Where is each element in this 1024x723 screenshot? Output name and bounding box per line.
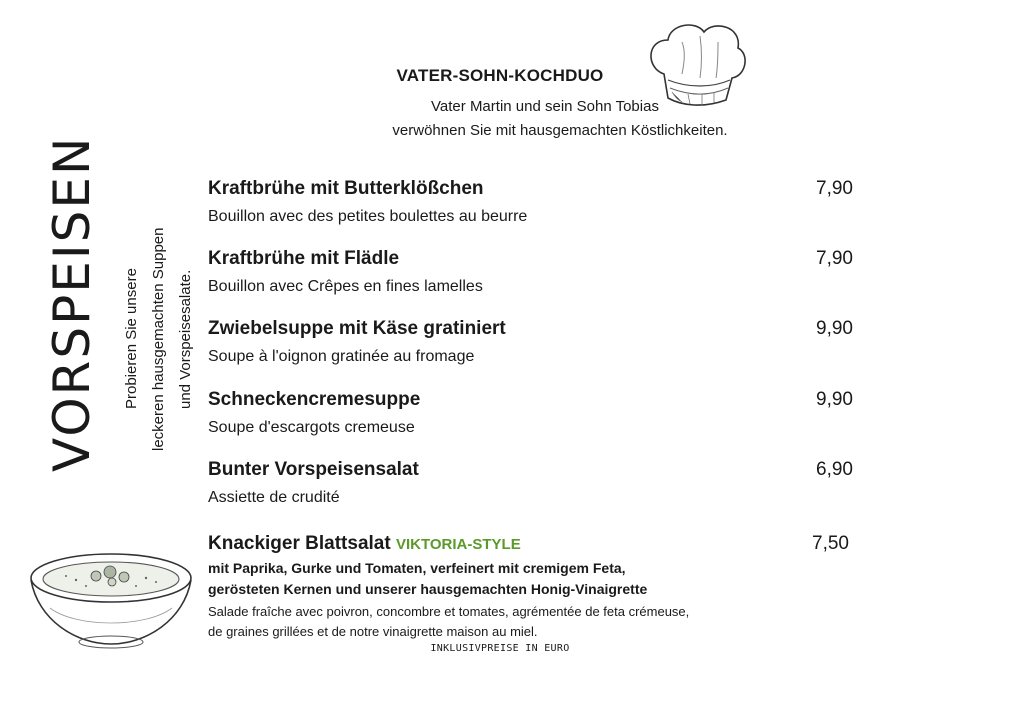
blattsalat-french-line-2: de graines grillées et de notre vinaigrette maison au miel. xyxy=(208,624,538,639)
menu-item-blattsalat xyxy=(208,533,868,642)
section-note-line-1: Probieren Sie unsere xyxy=(123,268,140,410)
menu-item xyxy=(208,389,868,438)
menu-item-name: Bunter Vorspeisensalat xyxy=(208,459,419,480)
blattsalat-details xyxy=(208,558,868,600)
menu-item-price: 9,90 xyxy=(816,318,853,339)
chef-hat-icon xyxy=(642,18,750,110)
price-footnote: INKLUSIVPREISE IN EURO xyxy=(430,643,570,654)
blattsalat-style-badge: VIKTORIA-STYLE xyxy=(395,536,521,553)
blattsalat-details-line-2: gerösteten Kernen und unserer hausgemachten Honig-Vinaigrette xyxy=(208,581,648,597)
menu-item-name: Schneckencremesuppe xyxy=(208,389,421,410)
menu-item-price: 9,90 xyxy=(816,389,853,410)
section-note xyxy=(118,196,198,482)
menu-item-name: Zwiebelsuppe mit Käse gratiniert xyxy=(208,318,506,339)
section-title: VORSPEISEN xyxy=(43,135,101,472)
menu-item-price: 7,90 xyxy=(816,248,853,269)
menu-item-name: Kraftbrühe mit Butterklößchen xyxy=(208,178,484,199)
blattsalat-french xyxy=(208,602,868,642)
menu-item-desc: Bouillon avec des petites boulettes au beurre xyxy=(208,208,528,225)
menu-item xyxy=(208,459,868,508)
menu-item-price: 7,90 xyxy=(816,178,853,199)
page-title: VATER-SOHN-KOCHDUO xyxy=(396,66,604,85)
blattsalat-french-line-1: Salade fraîche avec poivron, concombre et tomates, agrémentée de feta crémeuse, xyxy=(208,604,690,619)
menu-item-desc: Soupe à l'oignon gratinée au fromage xyxy=(208,348,475,365)
blattsalat-details-line-1: mit Paprika, Gurke und Tomaten, verfeinert mit cremigem Feta, xyxy=(208,560,626,576)
menu-item-desc: Soupe d'escargots cremeuse xyxy=(208,419,415,436)
menu-item-price: 7,50 xyxy=(812,533,849,554)
menu-item-name xyxy=(208,533,868,556)
menu-item xyxy=(208,178,868,227)
menu-item-desc: Assiette de crudité xyxy=(208,489,340,506)
menu-item-price: 6,90 xyxy=(816,459,853,480)
soup-bowl-icon xyxy=(26,546,196,650)
blattsalat-name: Knackiger Blattsalat xyxy=(208,533,391,554)
menu-item-desc: Bouillon avec Crêpes en fines lamelles xyxy=(208,278,483,295)
section-note-line-3: und Vorspeisesalate. xyxy=(177,269,194,409)
menu-item-name: Kraftbrühe mit Flädle xyxy=(208,248,400,269)
header-line-1: Vater Martin und sein Sohn Tobias xyxy=(431,98,659,115)
menu-item xyxy=(208,248,868,297)
header-line-2: verwöhnen Sie mit hausgemachten Köstlichkeiten. xyxy=(392,122,728,139)
menu-item xyxy=(208,318,868,367)
section-note-line-2: leckeren hausgemachten Suppen xyxy=(150,227,167,451)
